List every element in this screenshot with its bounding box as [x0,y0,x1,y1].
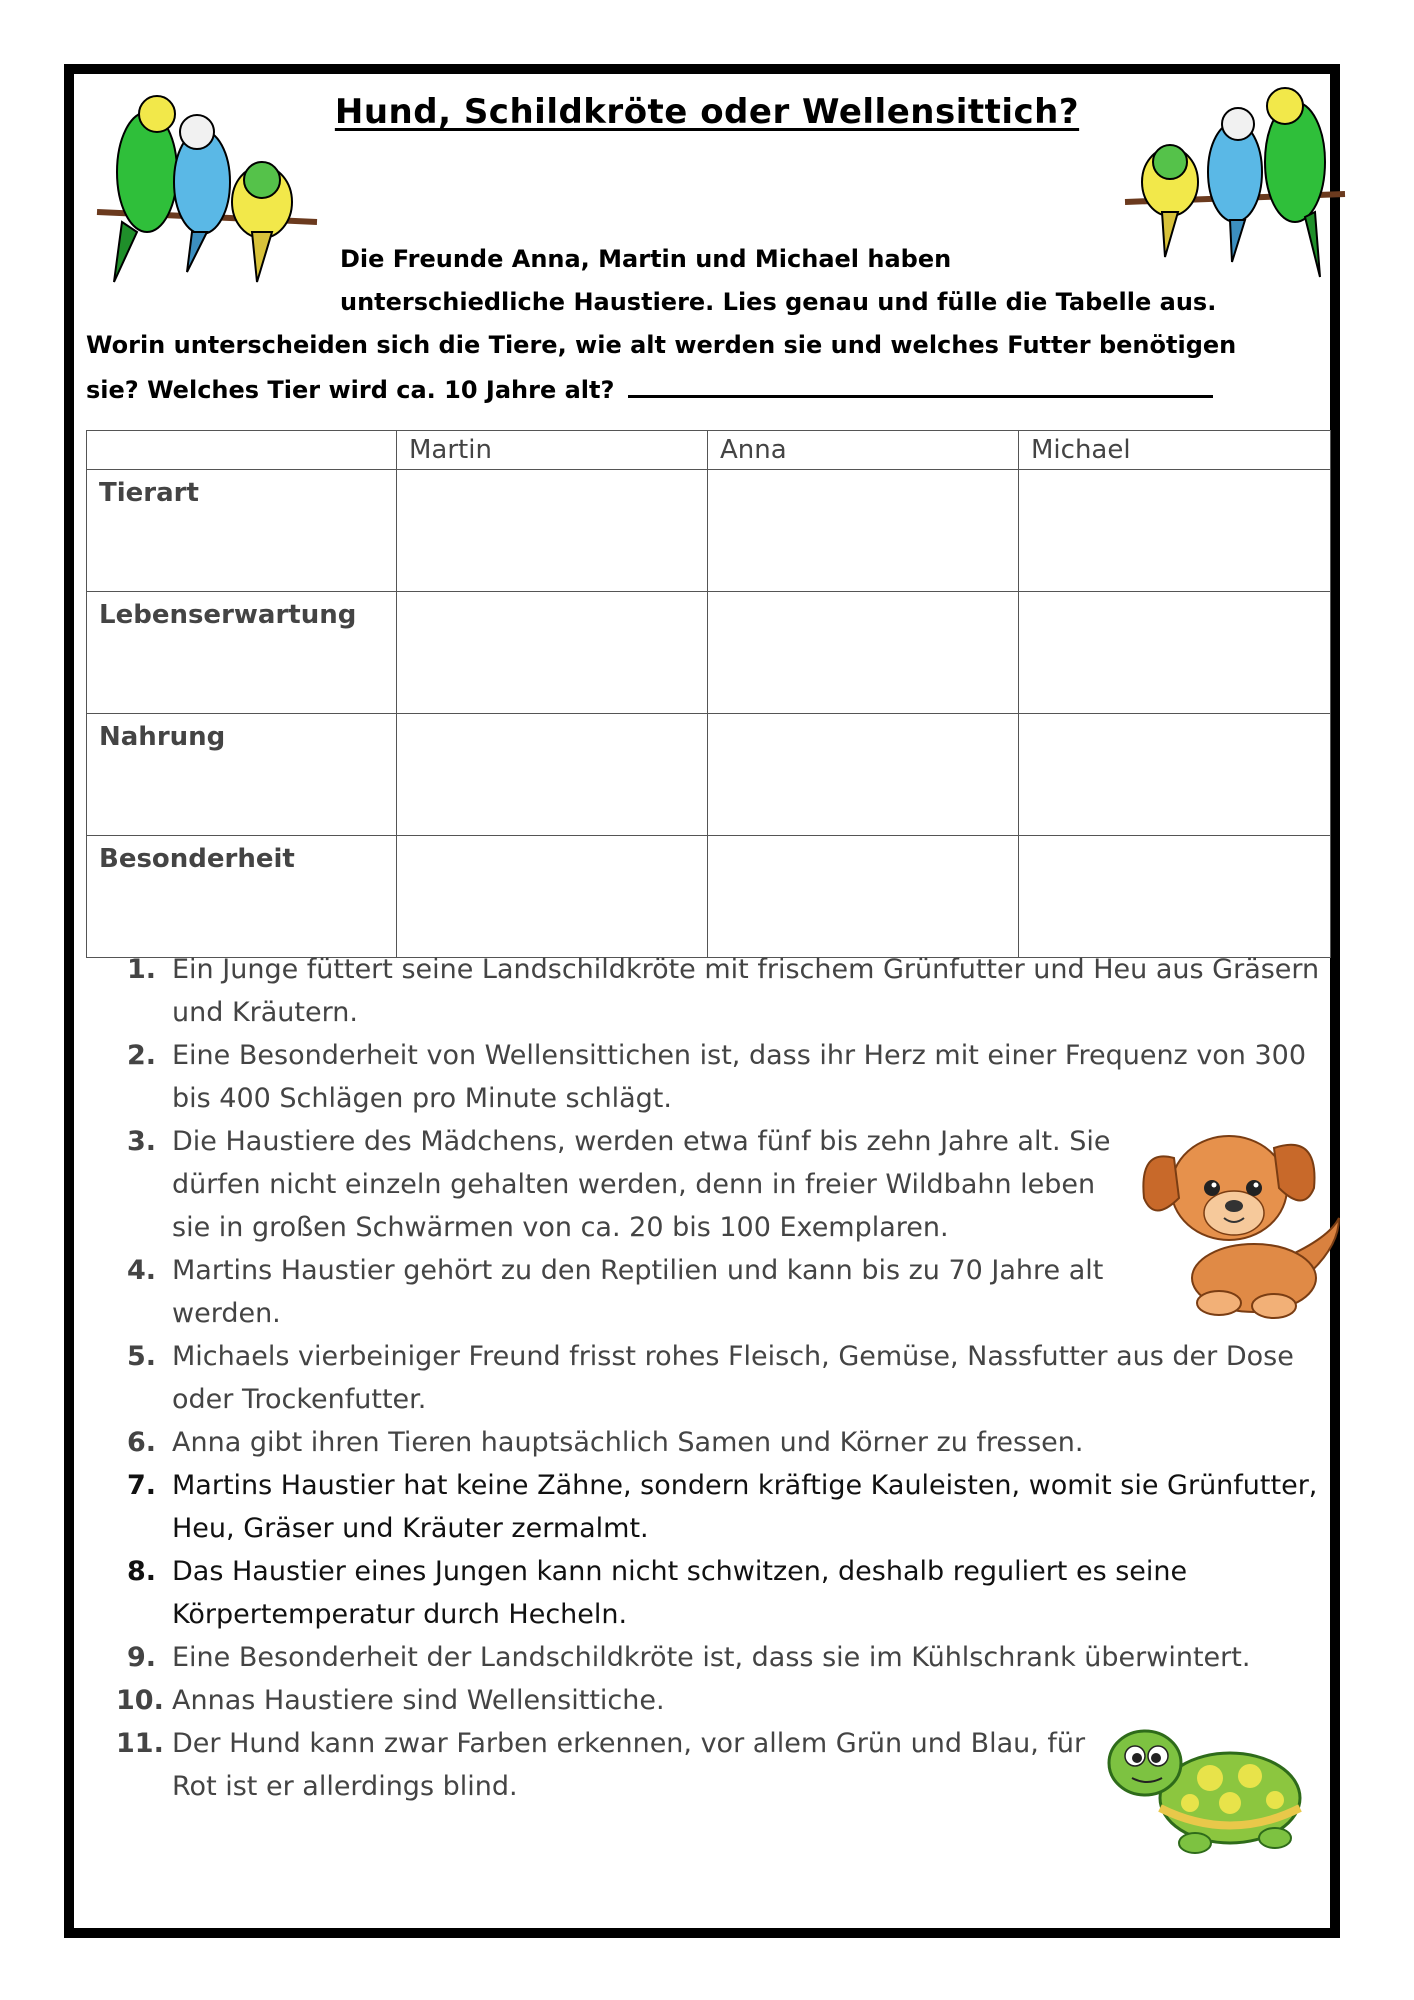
clue-item [116,1550,1336,1636]
clue-line: Martins Haustier hat keine Zähne, sondern kräftige Kauleisten, womit sie Grünfutter, [172,1470,1318,1501]
clue-item [116,1034,1336,1120]
worksheet-title: Hund, Schildkröte oder Wellensittich? [334,92,1080,132]
clue-line: Rot ist er allerdings blind. [172,1771,518,1802]
clue-line: Körpertemperatur durch Hecheln. [172,1599,628,1630]
clue-number: 10. [116,1685,164,1716]
answer-cell[interactable] [1019,470,1331,592]
intro-line-3: Worin unterscheiden sich die Tiere, wie alt werden sie und welches Futter benötigen [86,331,1237,359]
answer-cell[interactable] [397,470,708,592]
clue-line: Die Haustiere des Mädchens, werden etwa fünf bis zehn Jahre alt. Sie [172,1126,1111,1157]
table-row [87,470,1331,592]
clue-item [116,948,1336,1034]
clue-line: Eine Besonderheit von Wellensittichen ist, dass ihr Herz mit einer Frequenz von 300 [172,1040,1307,1071]
answer-cell[interactable] [1019,592,1331,714]
clue-line: Michaels vierbeiniger Freund frisst rohes Fleisch, Gemüse, Nassfutter aus der Dose [172,1341,1294,1372]
clue-number: 3. [126,1126,156,1157]
clue-item [116,1335,1336,1421]
clue-line: Das Haustier eines Jungen kann nicht schwitzen, deshalb reguliert es seine [172,1556,1188,1587]
clue-number: 4. [126,1255,156,1286]
clue-number: 9. [126,1642,156,1673]
clue-number: 7. [126,1470,156,1501]
answer-cell[interactable] [397,836,708,958]
answer-cell[interactable] [1019,714,1331,836]
clue-line: dürfen nicht einzeln gehalten werden, denn in freier Wildbahn leben [172,1169,1096,1200]
clue-line: Annas Haustiere sind Wellensittiche. [172,1685,665,1716]
table-row [87,714,1331,836]
puppy-illustration [1134,1118,1348,1320]
column-header-martin: Martin [397,431,708,470]
clue-line: oder Trockenfutter. [172,1384,427,1415]
clue-line: und Kräutern. [172,997,358,1028]
clue-line: Heu, Gräser und Kräuter zermalmt. [172,1513,649,1544]
clue-line: Anna gibt ihren Tieren hauptsächlich Samen und Körner zu fressen. [172,1427,1084,1458]
table-row [87,836,1331,958]
clue-list [116,948,1336,1808]
clue-number: 2. [126,1040,156,1071]
row-header-lebenserwartung: Lebenserwartung [87,592,397,714]
answer-cell[interactable] [708,592,1019,714]
answer-cell[interactable] [397,592,708,714]
answer-cell[interactable] [1019,836,1331,958]
clue-number: 11. [116,1728,164,1759]
table-row [87,592,1331,714]
row-header-tierart: Tierart [87,470,397,592]
clue-line: bis 400 Schlägen pro Minute schlägt. [172,1083,672,1114]
question-text: sie? Welches Tier wird ca. 10 Jahre alt? [86,376,615,404]
clue-number: 1. [126,954,156,985]
clue-line: Der Hund kann zwar Farben erkennen, vor allem Grün und Blau, für [172,1728,1086,1759]
answer-cell[interactable] [708,470,1019,592]
row-header-besonderheit: Besonderheit [87,836,397,958]
row-header-nahrung: Nahrung [87,714,397,836]
answer-table [86,430,1331,958]
answer-line[interactable] [628,367,1213,398]
intro-line-4 [86,367,1213,412]
budgerigars-illustration-left [92,82,322,292]
column-header-michael: Michael [1019,431,1331,470]
clue-number: 6. [126,1427,156,1458]
clue-number: 8. [126,1556,156,1587]
answer-cell[interactable] [708,714,1019,836]
clue-line: sie in großen Schwärmen von ca. 20 bis 100 Exemplaren. [172,1212,949,1243]
clue-number: 5. [126,1341,156,1372]
intro-line-2: unterschiedliche Haustiere. Lies genau und fülle die Tabelle aus. [340,288,1217,316]
clue-line: Eine Besonderheit der Landschildkröte ist, dass sie im Kühlschrank überwintert. [172,1642,1251,1673]
clue-line: werden. [172,1298,281,1329]
table-header-row [87,431,1331,470]
answer-cell[interactable] [708,836,1019,958]
turtle-illustration [1100,1708,1310,1860]
intro-line-1: Die Freunde Anna, Martin und Michael haben [340,245,952,273]
clue-item [116,1636,1336,1679]
table-header-empty [87,431,397,470]
budgerigars-illustration-right [1120,82,1350,292]
clue-line: Ein Junge füttert seine Landschildkröte mit frischem Grünfutter und Heu aus Gräsern [172,954,1320,985]
column-header-anna: Anna [708,431,1019,470]
clue-line: Martins Haustier gehört zu den Reptilien und kann bis zu 70 Jahre alt [172,1255,1104,1286]
clue-item [116,1421,1336,1464]
clue-item [116,1464,1336,1550]
answer-cell[interactable] [397,714,708,836]
